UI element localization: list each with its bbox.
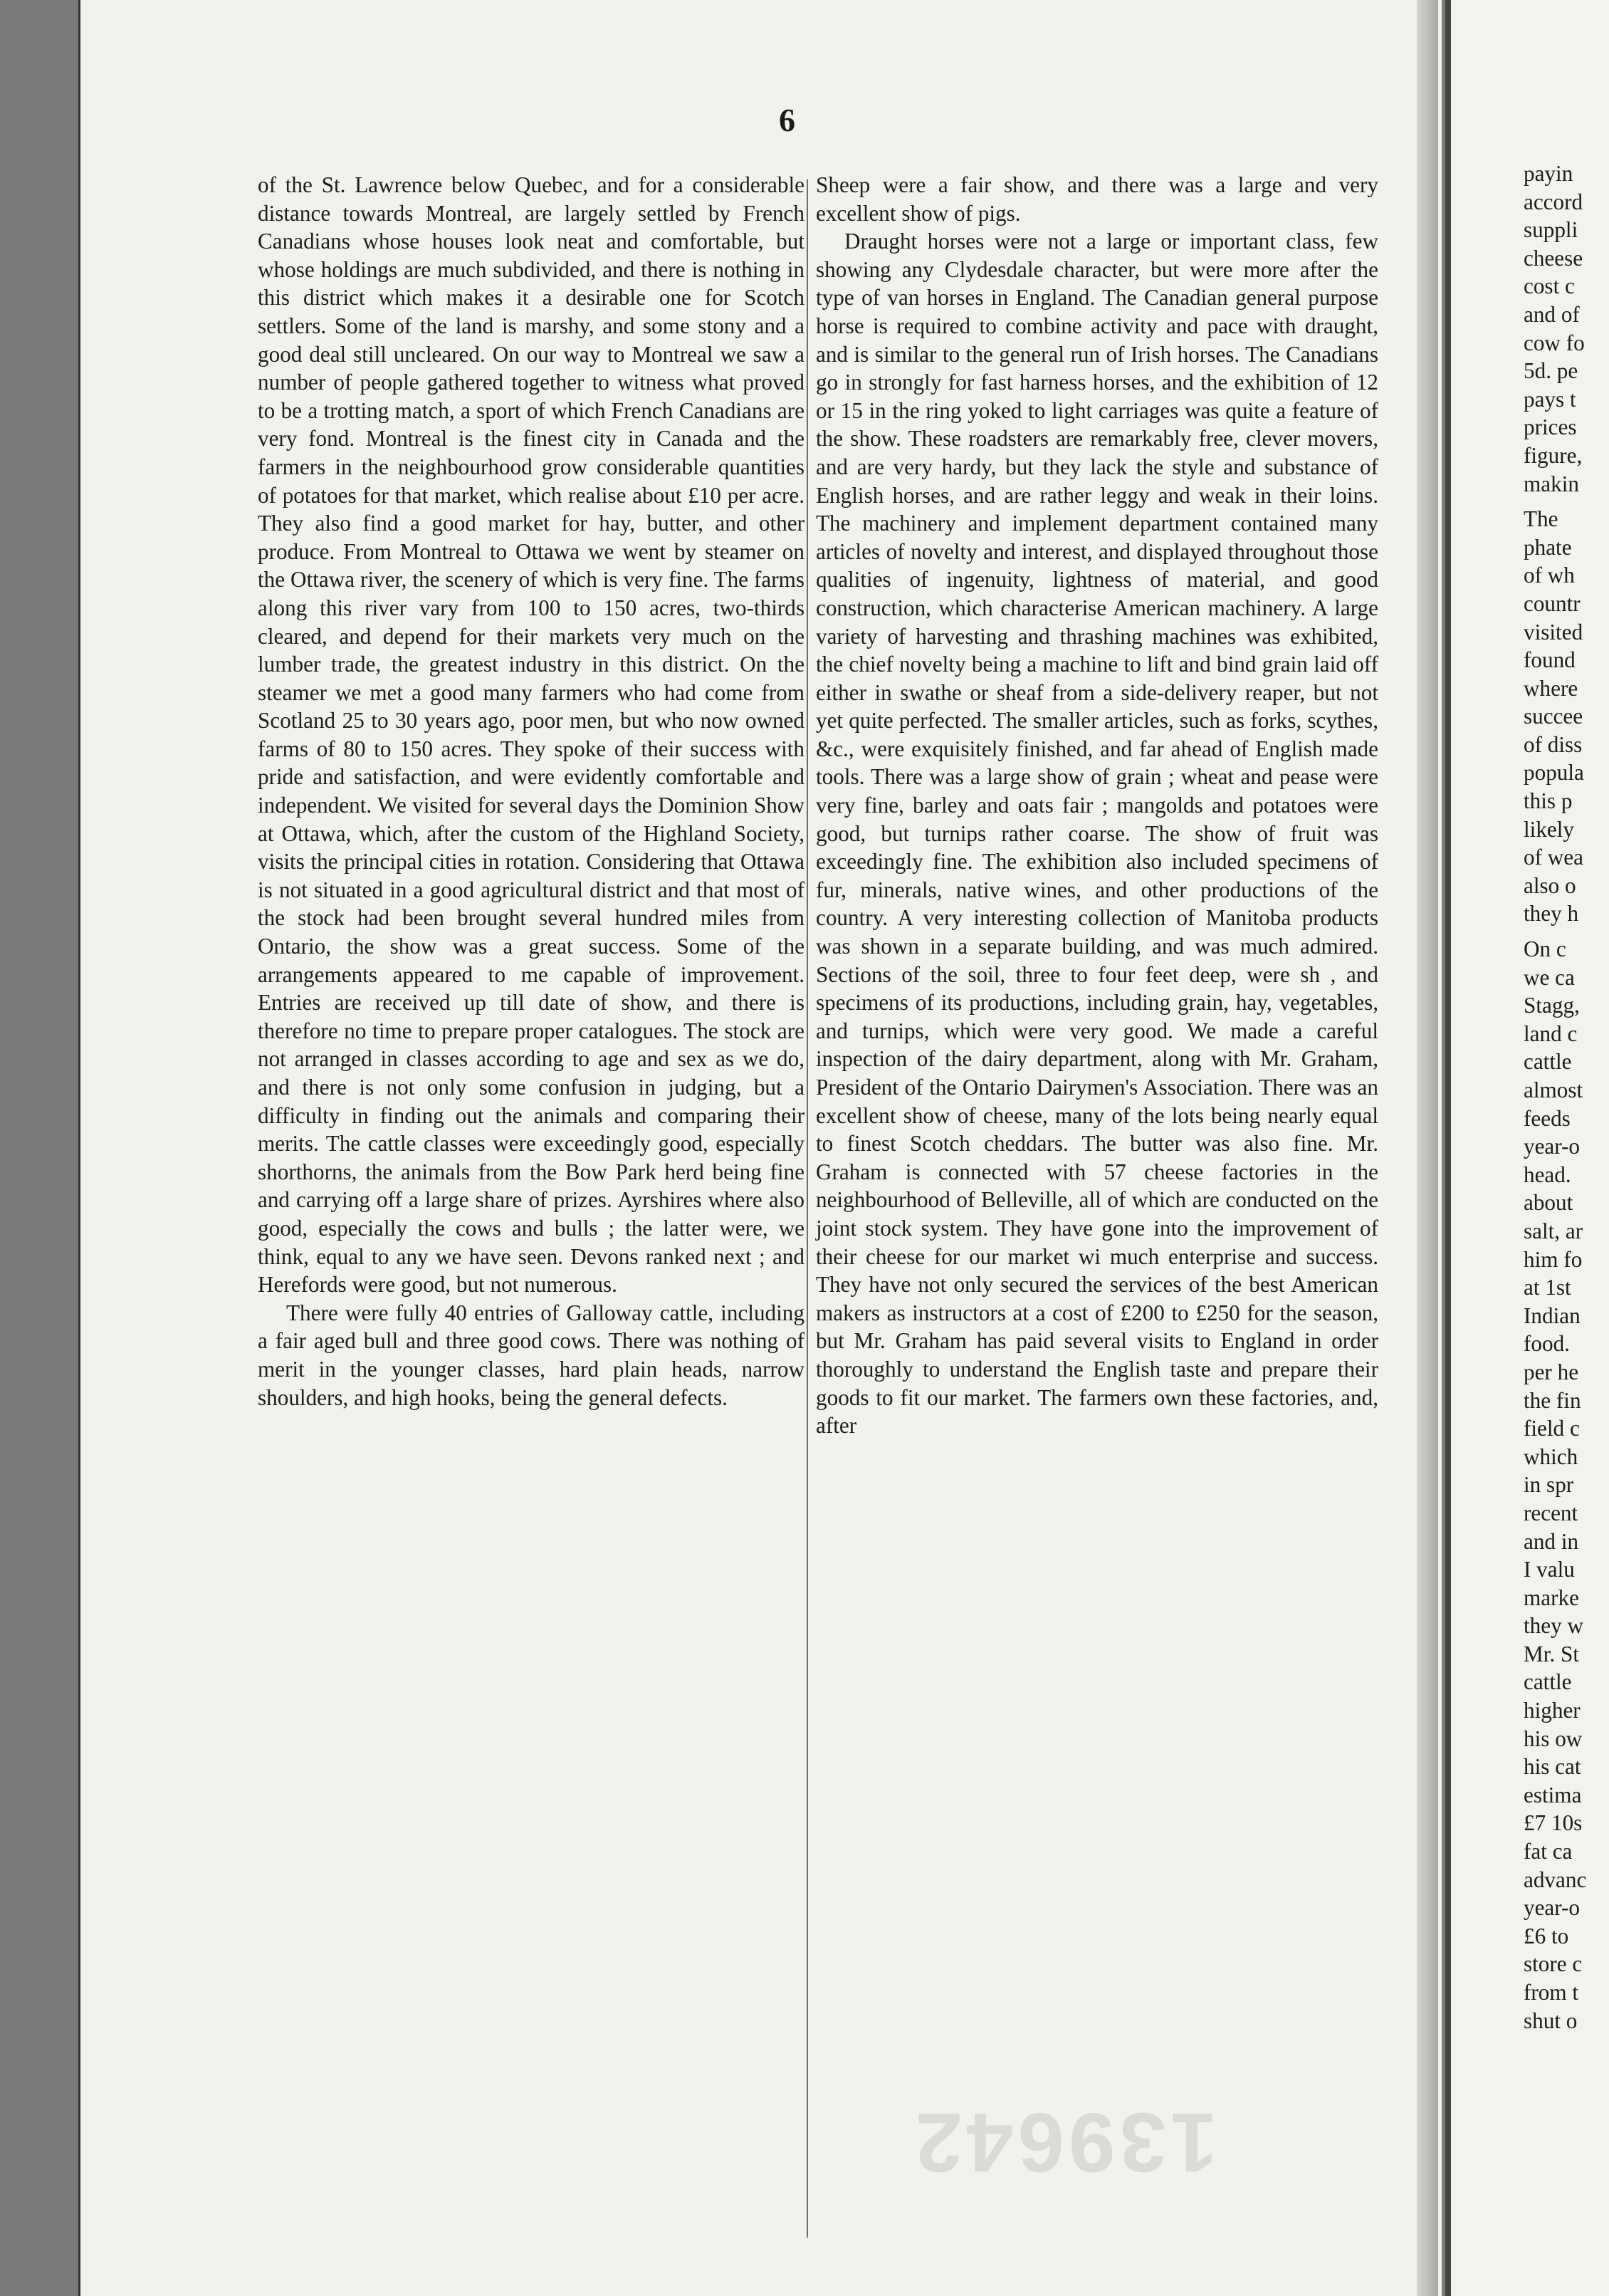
fragment-line: accord bbox=[1524, 189, 1583, 214]
fragment-line: and of bbox=[1524, 301, 1580, 327]
fragment-line: succee bbox=[1524, 704, 1583, 729]
fragment-line: field c bbox=[1524, 1416, 1580, 1441]
fragment-line: his ow bbox=[1524, 1726, 1583, 1751]
paragraph: Sheep were a fair show, and there was a large and very excellent show of pigs. bbox=[816, 172, 1378, 226]
fragment-line: Mr. St bbox=[1524, 1641, 1579, 1666]
fragment-line: phate bbox=[1524, 534, 1572, 560]
fragment-line: estima bbox=[1524, 1782, 1582, 1807]
fragment-line: suppli bbox=[1524, 217, 1578, 243]
fragment-line: makin bbox=[1524, 471, 1579, 496]
paragraph: There were fully 40 entries of Galloway cattle, including a fair aged bull and three good cows. There was nothing of merit in the younger classes, hard plain heads, narrow shoulders, and high hooks, being the general defects. bbox=[258, 1300, 804, 1410]
fragment-line: year-o bbox=[1524, 1895, 1581, 1921]
fragment-line: cost c bbox=[1524, 273, 1575, 299]
page-edge-shadow bbox=[1417, 0, 1438, 2296]
fragment-line: I valu bbox=[1524, 1557, 1575, 1582]
fragment-line: his cat bbox=[1524, 1754, 1581, 1780]
fragment-line: visited bbox=[1524, 619, 1583, 645]
fragment-line: at 1st bbox=[1524, 1275, 1571, 1300]
fragment-line: and in bbox=[1524, 1528, 1579, 1554]
fragment-line: Indian bbox=[1524, 1303, 1581, 1328]
next-page-text bbox=[1524, 160, 1609, 2035]
fragment-line: likely bbox=[1524, 816, 1575, 842]
fragment-line: 5d. pe bbox=[1524, 358, 1578, 384]
fragment-line: advanc bbox=[1524, 1867, 1587, 1892]
column-divider bbox=[807, 179, 808, 2238]
fragment-line: shut o bbox=[1524, 2008, 1578, 2033]
fragment-line: of wh bbox=[1524, 563, 1575, 588]
fragment-line: £7 10s bbox=[1524, 1810, 1583, 1836]
fragment-line: feeds bbox=[1524, 1105, 1571, 1131]
fragment-line: countr bbox=[1524, 590, 1581, 616]
fragment-line: this p bbox=[1524, 788, 1573, 814]
fragment-line: store c bbox=[1524, 1951, 1583, 1977]
fragment-line: also o bbox=[1524, 872, 1576, 898]
fragment-line: from t bbox=[1524, 1980, 1579, 2005]
page-number: 6 bbox=[779, 102, 795, 138]
fragment-line: £6 to bbox=[1524, 1923, 1569, 1948]
fragment-line: payin bbox=[1524, 161, 1573, 186]
fragment-line: The bbox=[1524, 506, 1558, 532]
fragment-line: higher bbox=[1524, 1698, 1581, 1723]
fragment-line: they h bbox=[1524, 901, 1579, 927]
right-column bbox=[816, 171, 1378, 1440]
fragment-line: land c bbox=[1524, 1021, 1578, 1046]
fragment-line: fat ca bbox=[1524, 1839, 1573, 1864]
fragment-line: about bbox=[1524, 1190, 1573, 1216]
left-column bbox=[258, 171, 804, 1411]
fragment-line: food. bbox=[1524, 1331, 1570, 1357]
fragment-line: popula bbox=[1524, 760, 1584, 786]
fragment-line: recent bbox=[1524, 1500, 1578, 1525]
fragment-line: which bbox=[1524, 1444, 1578, 1469]
fragment-line: him fo bbox=[1524, 1246, 1583, 1272]
fragment-line: cow fo bbox=[1524, 330, 1585, 355]
fragment-line: they w bbox=[1524, 1613, 1584, 1639]
fragment-line: On c bbox=[1524, 936, 1566, 962]
fragment-line: where bbox=[1524, 675, 1578, 701]
fragment-line: cattle bbox=[1524, 1669, 1572, 1695]
fragment-line: figure, bbox=[1524, 442, 1583, 468]
library-stamp: 139642 bbox=[911, 2095, 1217, 2189]
fragment-line: in spr bbox=[1524, 1472, 1574, 1498]
fragment-line: marke bbox=[1524, 1585, 1579, 1610]
fragment-line: year-o bbox=[1524, 1134, 1581, 1159]
fragment-line: of wea bbox=[1524, 845, 1583, 870]
paragraph: Draught horses were not a large or important class, few showing any Clydesdale character, but were more after the type of van horses in England. The Canadian general purpose horse is required to combine activity and pace with draught, and is similar to the general run of Irish horses. The Canadians go in strongly for fast harness horses, and the exhibition of 12 or 15 in the ring yoked to light carriages was quite a feature of the show. These roadsters are remarkably free, clever movers, and are very hardy, but they lack the style and substance of English horses, and are rather leggy and weak in their loins. The machinery and implement department contained many articles of novelty and interest, and displayed throughout those qualities of ingenuity, lightness of material, and good construction, which characterise American machinery. A large variety of harvesting and thrashing machines was exhibited, the chief novelty being a machine to lift and bind grain laid off either in swathe or sheaf from a side-delivery reaper, but not yet quite perfected. The smaller articles, such as forks, scythes, &c., were exquisitely finished, and far ahead of English made tools. There was a large show of grain ; wheat and pease were very fine, barley and oats fair ; mangolds and potatoes were good, but turnips rather coarse. The show of fruit was exceedingly fine. The exhibition also included specimens of fur, minerals, native wines, and other productions of the country. A very interesting collection of Manitoba products was shown in a separate building, and was much admired. Sections of the soil, three to four feet deep, were sh , and specimens of its productions, including grain, hay, vegetables, and turnips, which were very good. We made a careful inspection of the dairy department, along with Mr. Graham, President of the Ontario Dairymen's Association. There was an excellent show of cheese, many of the lots being nearly equal to finest Scotch cheddars. The butter was also fine. Mr. Graham is connected with 57 cheese factories in the neighbourhood of Belleville, all of which are conducted on the joint stock system. They have gone into the improvement of their cheese for our market wi much enterprise and success. They have not only secured the services of the best American makers as instructors at a cost of £200 to £250 for the season, but Mr. Graham has paid several visits to England in order thoroughly to understand the English taste and prepare their goods to fit our market. The farmers own these factories, and, after bbox=[816, 229, 1378, 1439]
fragment-line: cattle bbox=[1524, 1049, 1572, 1075]
fragment-line: of diss bbox=[1524, 731, 1583, 757]
fragment-line: per he bbox=[1524, 1359, 1579, 1384]
fragment-line: almost bbox=[1524, 1077, 1583, 1102]
fragment-line: salt, ar bbox=[1524, 1218, 1583, 1243]
fragment-line: cheese bbox=[1524, 245, 1583, 271]
fragment-line: Stagg, bbox=[1524, 993, 1580, 1018]
fragment-line: we ca bbox=[1524, 964, 1575, 990]
fragment-line: prices bbox=[1524, 414, 1577, 440]
fragment-line: head. bbox=[1524, 1162, 1571, 1187]
fragment-line: the fin bbox=[1524, 1387, 1581, 1413]
fragment-line: found bbox=[1524, 647, 1576, 673]
paragraph: of the St. Lawrence below Quebec, and for a considerable distance towards Montreal, are largely settled by French Canadians whose houses look neat and comfortable, but whose holdings are much subdivided, and there is nothing in this district which makes it a desirable one for Scotch settlers. Some of the land is marshy, and some stony and a good deal still uncleared. On our way to Montreal we saw a number of people gathered together to witness what proved to be a trotting match, a sport of which French Canadians are very fond. Montreal is the finest city in Canada and the farmers in the neighbourhood grow considerable quantities of potatoes for that market, which realise about £10 per acre. They also find a good market for hay, butter, and other produce. From Montreal to Ottawa we went by steamer on the Ottawa river, the scenery of which is very fine. The farms along this river vary from 100 to 150 acres, two-thirds cleared, and depend for their markets very much on the lumber trade, the greatest industry in this district. On the steamer we met a good many farmers who had come from Scotland 25 to 30 years ago, poor men, but who now owned farms of 80 to 150 acres. They spoke of their success with pride and satisfaction, and were evidently comfortable and independent. We visited for several days the Dominion Show at Ottawa, which, after the custom of the Highland Society, visits the principal cities in rotation. Considering that Ottawa is not situated in a good agricultural district and that most of the stock had been brought several hundred miles from Ontario, the show was a great success. Some of the arrangements appeared to me capable of improvement. Entries are received up till date of show, and there is therefore no time to prepare proper catalogues. The stock are not arranged in classes according to age and sex as we do, and there is not only some confusion in judging, but a difficulty in finding out the animals and comparing their merits. The cattle classes were exceedingly good, especially shorthorns, the animals from the Bow Park herd being fine and carrying off a large share of prizes. Ayrshires where also good, especially the cows and bulls ; the latter were, we think, equal to any we have seen. Devons ranked next ; and Herefords were good, but not numerous. bbox=[258, 172, 804, 1298]
fragment-line: pays t bbox=[1524, 386, 1576, 412]
